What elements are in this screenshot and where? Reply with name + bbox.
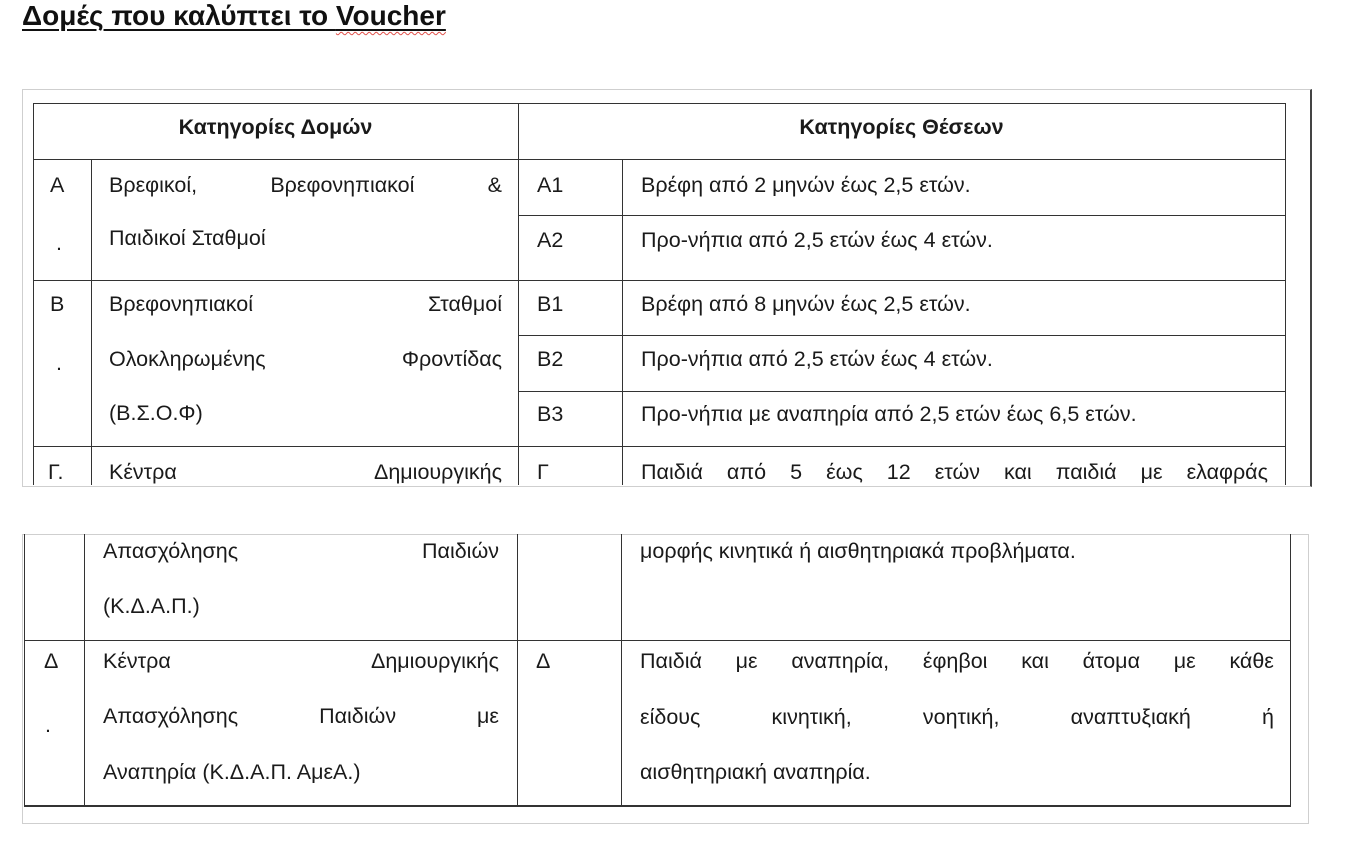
desc-b1: Βρέφη από 8 μηνών έως 2,5 ετών. <box>641 292 971 316</box>
row-g-letter: Γ. <box>48 460 64 484</box>
row-g-structure-line-1 <box>109 459 502 485</box>
row-d-desc-line-2 <box>640 704 1274 730</box>
row-a-structure-line-2: Παιδικοί Σταθμοί <box>109 226 266 250</box>
desc-b2: Προ-νήπια από 2,5 ετών έως 4 ετών. <box>641 347 993 371</box>
word: Φροντίδας <box>401 347 502 371</box>
word: 12 <box>886 460 911 484</box>
word: άτομα <box>1082 649 1141 673</box>
code-b1: Β1 <box>537 292 564 316</box>
word: Ολοκληρωμένης <box>109 347 266 371</box>
row-g-desc-line-2: μορφής κινητικά ή αισθητηριακά προβλήματα. <box>640 539 1076 563</box>
word: με <box>1173 649 1196 673</box>
word: ετών <box>934 460 981 484</box>
word: 5 <box>790 460 803 484</box>
row-a-dot: . <box>56 231 62 255</box>
row-d-dot: . <box>45 713 51 737</box>
word: παιδιά <box>1055 460 1117 484</box>
word: Κέντρα <box>109 460 177 484</box>
word: κινητική, <box>771 705 852 729</box>
word: Απασχόλησης <box>103 704 239 728</box>
word: και <box>1021 649 1049 673</box>
code-b3: Β3 <box>537 402 564 426</box>
word: από <box>726 460 767 484</box>
code-d: Δ <box>536 649 551 673</box>
word: νοητική, <box>922 705 1000 729</box>
word: με <box>735 649 758 673</box>
word: Παιδιά <box>640 649 702 673</box>
word: Δημιουργικής <box>370 649 499 673</box>
word: ή <box>1262 705 1274 729</box>
word: έως <box>826 460 863 484</box>
word: Παιδιά <box>641 460 703 484</box>
row-d-desc-line-1 <box>640 648 1274 674</box>
word: Απασχόλησης <box>103 539 239 563</box>
word: και <box>1004 460 1032 484</box>
code-a2: Α2 <box>537 228 564 252</box>
word: Βρεφονηπιακοί <box>270 173 415 197</box>
word: με <box>1140 460 1163 484</box>
row-b-dot: . <box>56 351 62 375</box>
desc-a1: Βρέφη από 2 μηνών έως 2,5 ετών. <box>641 173 971 197</box>
row-d-structure-line-1 <box>103 648 499 674</box>
word: Βρεφικοί, <box>109 173 198 197</box>
row-a-letter: Α <box>50 173 65 197</box>
word: έφηβοι <box>922 649 988 673</box>
code-a1: Α1 <box>537 173 564 197</box>
table-part-2 <box>0 534 1360 824</box>
row-d-desc-line-3: αισθητηριακή αναπηρία. <box>640 760 871 784</box>
row-a-structure-line-1 <box>109 172 502 198</box>
word: Κέντρα <box>103 649 171 673</box>
word: Παιδιών <box>421 539 499 563</box>
word: αναπτυξιακή <box>1070 705 1191 729</box>
row-b-structure-line-3: (Β.Σ.Ο.Φ) <box>109 401 203 425</box>
row-g-structure-line-3: (Κ.Δ.Α.Π.) <box>103 594 200 618</box>
word: με <box>477 704 499 728</box>
title-voucher-word: Voucher <box>335 0 446 31</box>
desc-a2: Προ-νήπια από 2,5 ετών έως 4 ετών. <box>641 228 993 252</box>
word: ελαφράς <box>1186 460 1268 484</box>
word: είδους <box>640 705 701 729</box>
code-g: Γ <box>537 460 549 484</box>
word: Βρεφονηπιακοί <box>109 292 254 316</box>
row-d-letter: Δ <box>44 649 59 673</box>
header-place-categories: Κατηγορίες Θέσεων <box>799 115 1004 139</box>
word: & <box>487 173 502 197</box>
word: αναπηρία, <box>791 649 890 673</box>
row-b-letter: Β <box>50 292 65 316</box>
header-structure-categories: Κατηγορίες Δομών <box>178 115 373 139</box>
row-g-structure-line-2 <box>103 538 499 564</box>
desc-b3: Προ-νήπια με αναπηρία από 2,5 ετών έως 6,5 ετών. <box>641 402 1137 426</box>
word: Σταθμοί <box>428 292 502 316</box>
row-b-structure-line-1 <box>109 291 502 317</box>
word: Παιδιών <box>319 704 397 728</box>
row-g-desc-line-1 <box>641 459 1268 485</box>
title-text: Δομές που καλύπτει το <box>22 0 336 31</box>
code-b2: Β2 <box>537 347 564 371</box>
word: Δημιουργικής <box>373 460 502 484</box>
word: κάθε <box>1229 649 1274 673</box>
row-d-structure-line-3: Αναπηρία (Κ.Δ.Α.Π. ΑμεΑ.) <box>103 760 361 784</box>
row-d-structure-line-2 <box>103 703 499 729</box>
row-b-structure-line-2 <box>109 346 502 372</box>
